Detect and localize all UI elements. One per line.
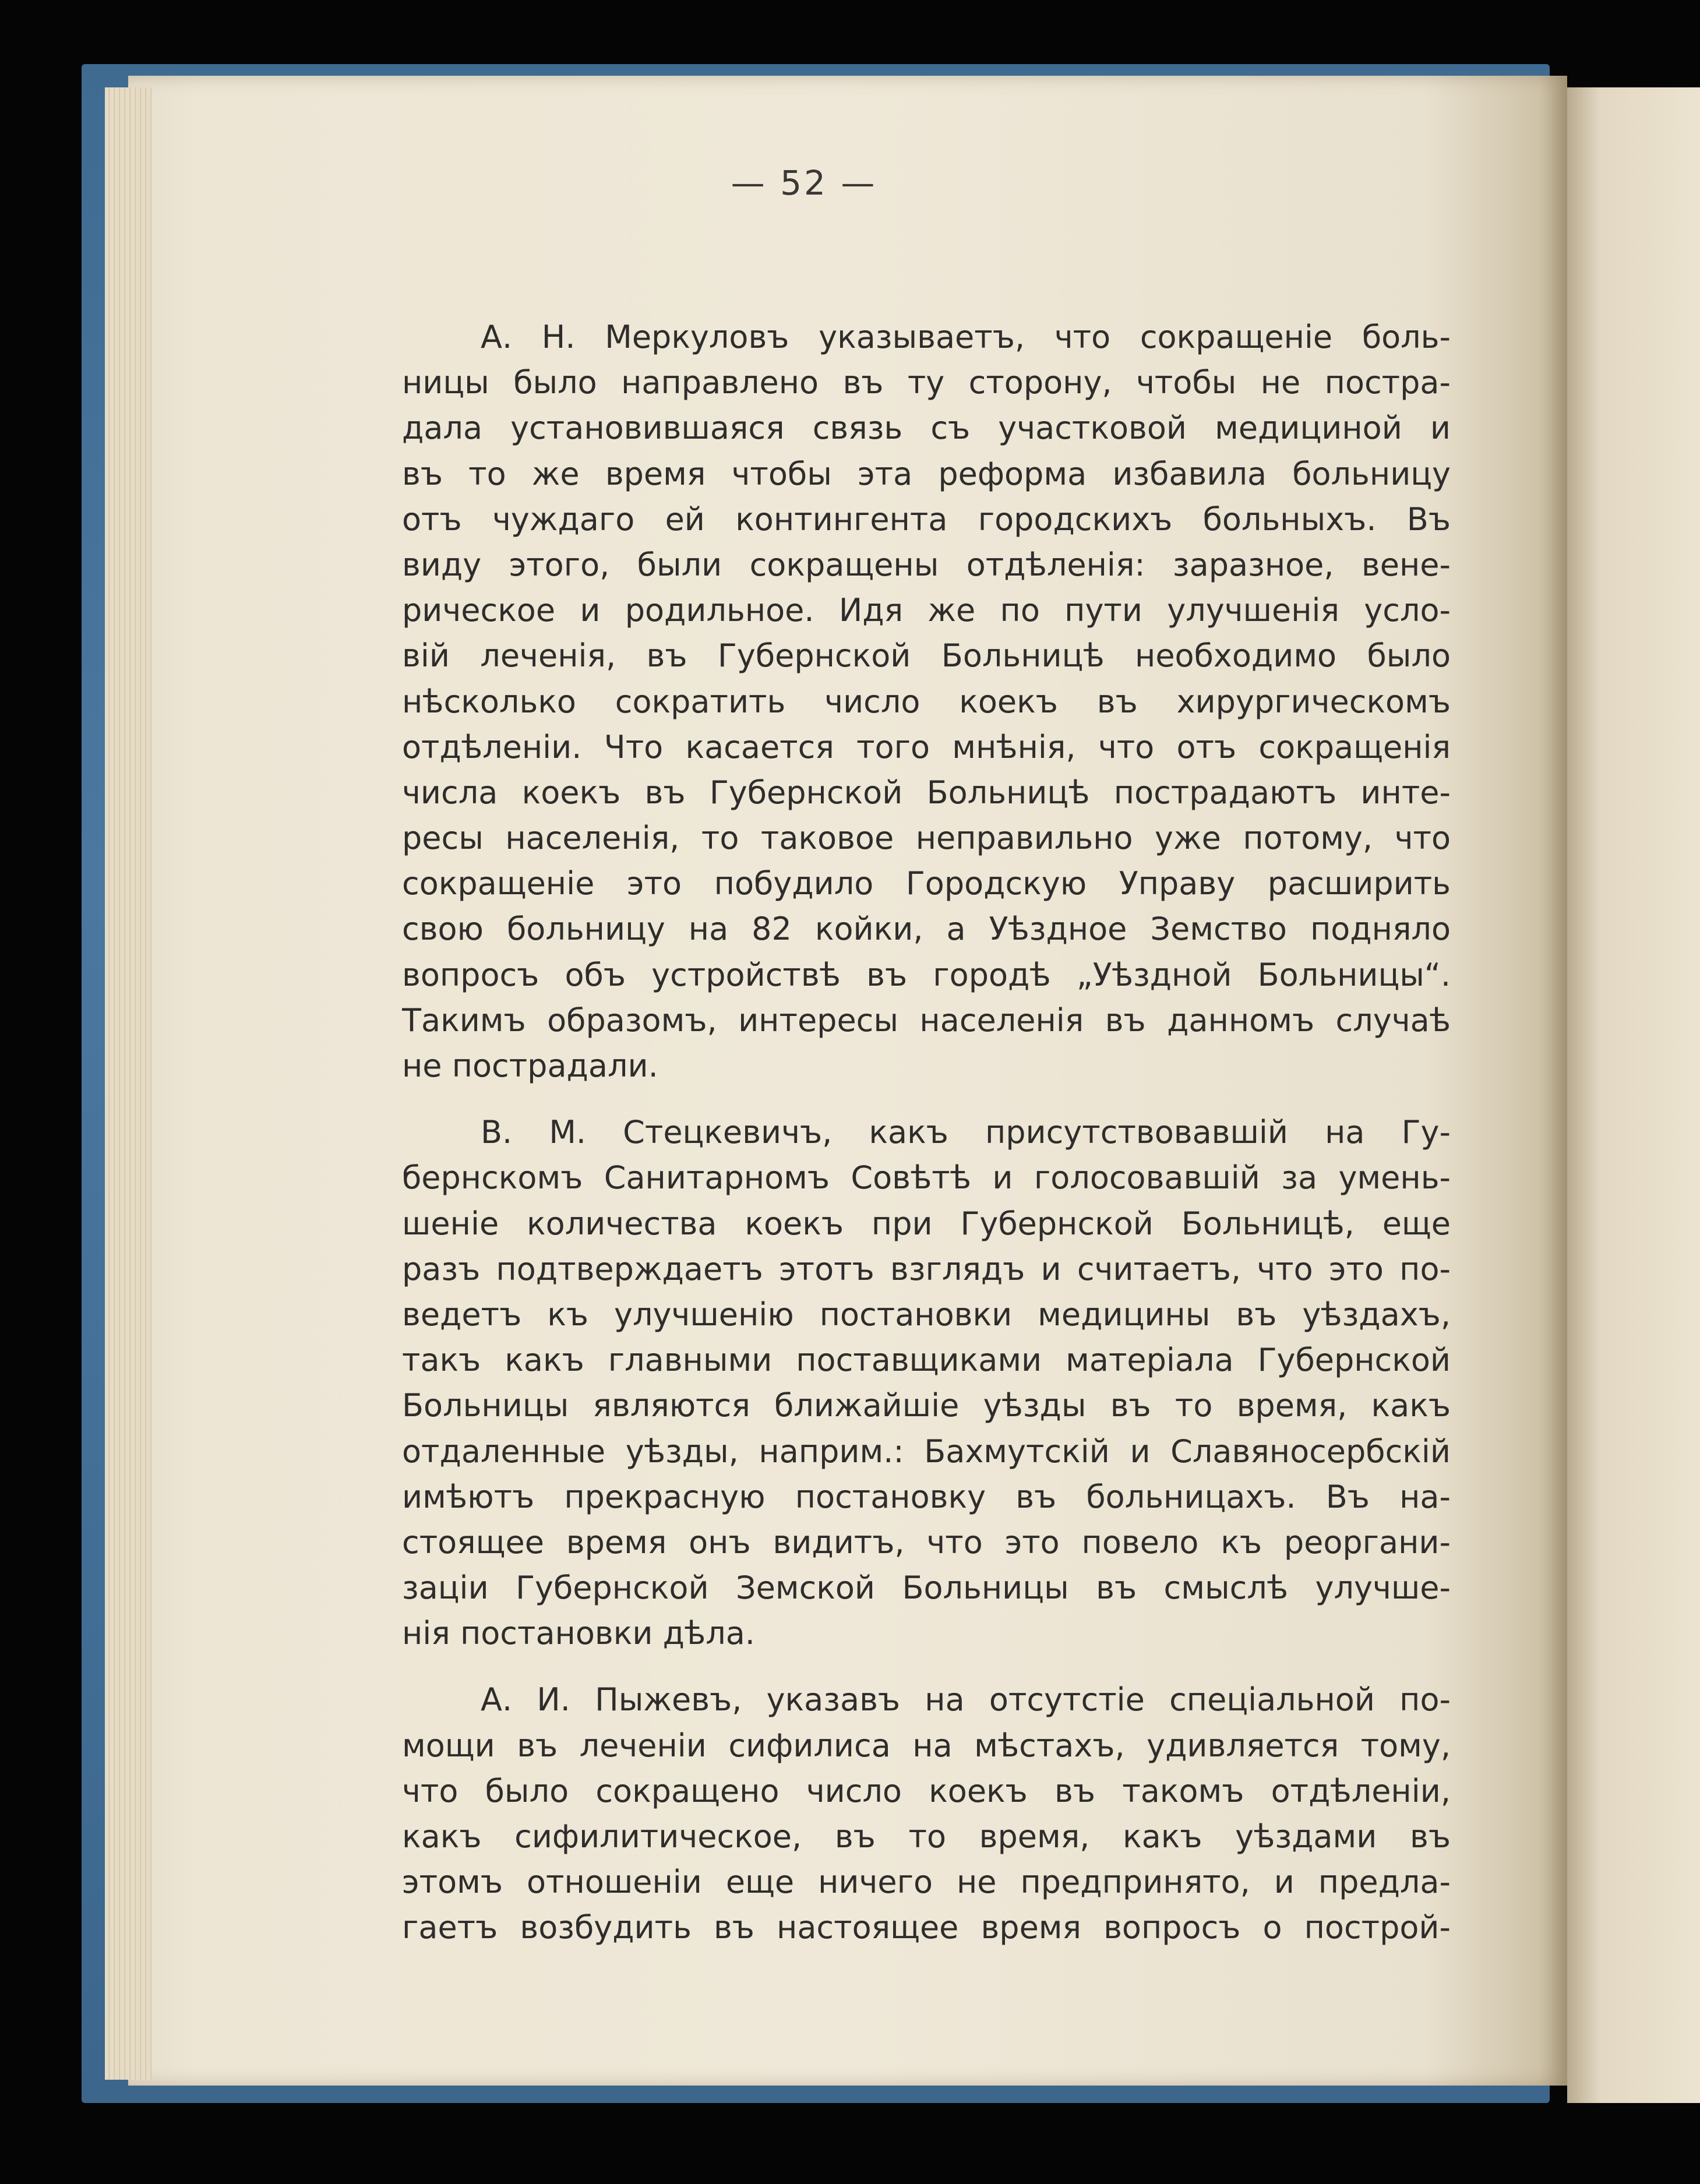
text-line: числа коекъ въ Губернской Больницѣ пострадаютъ инте- [402, 774, 1451, 811]
text-line: шеніе количества коекъ при Губернской Больницѣ, еще [402, 1205, 1451, 1242]
text-line: стоящее время онъ видитъ, что это повело къ реоргани- [402, 1523, 1451, 1561]
text-line: мощи въ леченіи сифилиса на мѣстахъ, удивляется тому, [402, 1727, 1451, 1764]
text-line: ресы населенія, то таковое неправильно уже потому, что [402, 820, 1451, 857]
text-line: нѣсколько сократить число коекъ въ хирургическомъ [402, 683, 1451, 720]
text-line: такъ какъ главными поставщиками матеріала Губернской [402, 1342, 1451, 1379]
text-line: заціи Губернской Земской Больницы въ смыслѣ улучше- [402, 1569, 1451, 1607]
facing-page [1567, 87, 1700, 2103]
text-line: бернскомъ Санитарномъ Совѣтѣ и голосовавшій за умень- [402, 1159, 1451, 1197]
text-line: Такимъ образомъ, интересы населенія въ данномъ случаѣ [402, 1001, 1451, 1039]
text-line: ницы было направлено въ ту сторону, чтобы не постра- [402, 364, 1451, 401]
paragraph [402, 1677, 1451, 1950]
text-line: свою больницу на 82 койки, а Уѣздное Земство подняло [402, 911, 1451, 948]
text-line: дала установившаяся связь съ участковой медициной и [402, 410, 1451, 447]
text-line: не пострадали. [402, 1047, 658, 1084]
text-line: отдаленные уѣзды, наприм.: Бахмутскій и Славяносербскій [402, 1433, 1451, 1470]
text-line: вопросъ объ устройствѣ въ городѣ „Уѣздной Больницы“. [402, 956, 1451, 993]
text-line: что было сокращено число коекъ въ такомъ отдѣленіи, [402, 1772, 1451, 1809]
paragraph-gap [402, 1089, 1451, 1110]
text-line: отдѣленіи. Что касается того мнѣнія, что отъ сокращенія [402, 728, 1451, 765]
text-line: имѣютъ прекрасную постановку въ больницахъ. Въ на- [402, 1478, 1451, 1515]
text-line: гаетъ возбудить въ настоящее время вопросъ о построй- [402, 1909, 1451, 1946]
text-line: А. Н. Меркуловъ указываетъ, что сокращеніе боль- [481, 319, 1451, 355]
text-block [402, 315, 1451, 1951]
paragraph [402, 315, 1451, 1089]
paragraph [402, 1110, 1451, 1656]
text-line: вій леченія, въ Губернской Больницѣ необходимо было [402, 637, 1451, 675]
text-line: разъ подтверждаетъ этотъ взглядъ и считаетъ, что это по- [402, 1250, 1451, 1287]
text-line: Больницы являются ближайшіе уѣзды въ то время, какъ [402, 1387, 1451, 1424]
text-line: этомъ отношеніи еще ничего не предпринято, и предла- [402, 1864, 1451, 1901]
text-line: А. И. Пыжевъ, указавъ на отсутстіе спеціальной по- [481, 1681, 1451, 1719]
text-line: отъ чуждаго ей контингента городскихъ больныхъ. Въ [402, 500, 1451, 538]
text-line: рическое и родильное. Идя же по пути улучшенія усло- [402, 592, 1451, 629]
text-line: въ то же время чтобы эта реформа избавила больницу [402, 455, 1451, 492]
text-line: какъ сифилитическое, въ то время, какъ уѣздами въ [402, 1818, 1451, 1855]
text-line: В. М. Стецкевичъ, какъ присутствовавшій на Гу- [481, 1114, 1451, 1151]
text-line: сокращеніе это побудило Городскую Управу расширить [402, 865, 1451, 902]
text-line: ведетъ къ улучшенію постановки медицины въ уѣздахъ, [402, 1296, 1451, 1333]
text-line: виду этого, были сокращены отдѣленія: заразное, вене- [402, 546, 1451, 583]
text-line: нія постановки дѣла. [402, 1615, 755, 1652]
paragraph-gap [402, 1656, 1451, 1677]
page-number: — 52 — [731, 163, 877, 203]
page-edges [105, 87, 151, 2080]
